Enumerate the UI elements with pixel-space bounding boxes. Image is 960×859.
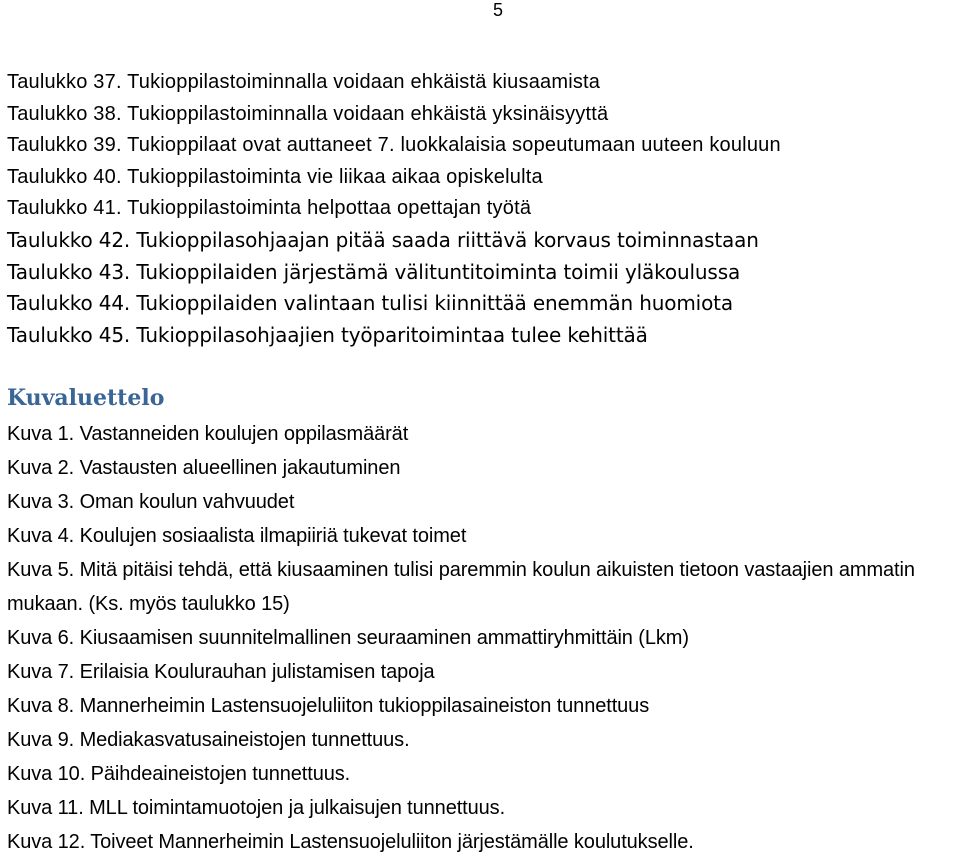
figure-list-item: Kuva 7. Erilaisia Koulurauhan julistamisen tapoja xyxy=(7,661,435,683)
figure-list-item: Kuva 3. Oman koulun vahvuudet xyxy=(7,491,295,513)
figure-list-item: Kuva 6. Kiusaamisen suunnitelmallinen seuraaminen ammattiryhmittäin (Lkm) xyxy=(7,627,689,649)
figure-list-item: Kuva 8. Mannerheimin Lastensuojeluliiton tukioppilasaineiston tunnettuus xyxy=(7,695,650,717)
figures-heading: Kuvaluettelo xyxy=(7,385,165,411)
figure-list-item: Kuva 4. Koulujen sosiaalista ilmapiiriä tukevat toimet xyxy=(7,525,467,547)
table-list-item: Taulukko 43. Tukioppilaiden järjestämä välituntitoiminta toimii yläkoulussa xyxy=(7,259,741,284)
page-number: 5 xyxy=(493,0,504,20)
table-list-item: Taulukko 38. Tukioppilastoiminnalla voidaan ehkäistä yksinäisyyttä xyxy=(7,102,609,125)
figure-list-item: Kuva 12. Toiveet Mannerheimin Lastensuojeluliiton järjestämälle koulutukselle. xyxy=(7,831,694,853)
table-list-item: Taulukko 42. Tukioppilasohjaajan pitää saada riittävä korvaus toiminnastaan xyxy=(7,227,759,252)
table-list-item: Taulukko 40. Tukioppilastoiminta vie liikaa aikaa opiskelulta xyxy=(7,165,543,188)
figure-list-item: Kuva 5. Mitä pitäisi tehdä, että kiusaaminen tulisi paremmin koulun aikuisten tietoon vastaajien ammatin mukaan. (Ks. myös taulukko 15) xyxy=(7,559,915,615)
table-list-item: Taulukko 39. Tukioppilaat ovat auttaneet 7. luokkalaisia sopeutumaan uuteen kouluun xyxy=(7,134,781,157)
table-list-item: Taulukko 45. Tukioppilasohjaajien työparitoimintaa tulee kehittää xyxy=(7,322,648,347)
table-list-item: Taulukko 44. Tukioppilaiden valintaan tulisi kiinnittää enemmän huomiota xyxy=(7,291,733,316)
figure-list xyxy=(7,417,959,859)
table-list-item: Taulukko 41. Tukioppilastoiminta helpottaa opettajan työtä xyxy=(7,197,532,220)
figure-list-item: Kuva 11. MLL toimintamuotojen ja julkaisujen tunnettuus. xyxy=(7,797,506,819)
table-list xyxy=(7,67,781,351)
figure-list-item: Kuva 1. Vastanneiden koulujen oppilasmäärät xyxy=(7,423,409,445)
figure-list-item: Kuva 10. Päihdeaineistojen tunnettuus. xyxy=(7,763,351,785)
figure-list-item: Kuva 9. Mediakasvatusaineistojen tunnettuus. xyxy=(7,729,410,751)
figure-list-item: Kuva 2. Vastausten alueellinen jakautuminen xyxy=(7,457,401,479)
table-list-item: Taulukko 37. Tukioppilastoiminnalla voidaan ehkäistä kiusaamista xyxy=(7,71,601,93)
